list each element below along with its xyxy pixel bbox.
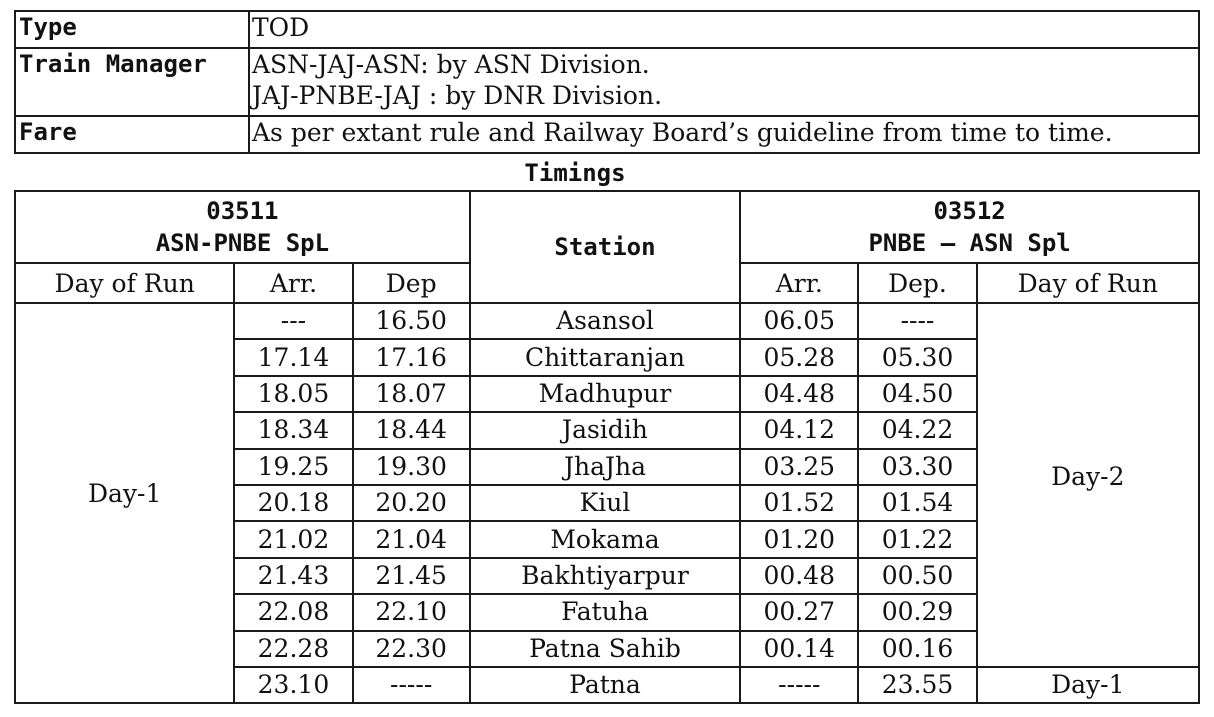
train-b-arr: 04.12 bbox=[740, 412, 858, 448]
station-name: Patna bbox=[470, 667, 740, 703]
train-b-dep: 00.16 bbox=[858, 631, 976, 667]
train-b-arr: 00.48 bbox=[740, 558, 858, 594]
train-b-arr: 01.20 bbox=[740, 521, 858, 557]
station-name: Chittaranjan bbox=[470, 339, 740, 375]
train-a-arr-header: Arr. bbox=[234, 263, 352, 303]
train-info-table bbox=[14, 10, 1200, 154]
train-b-day-of-run bbox=[977, 303, 1199, 667]
train-a-day-of-run bbox=[15, 303, 234, 703]
train-b-dep: ---- bbox=[858, 303, 976, 339]
train-b-number: 03512 bbox=[933, 197, 1006, 225]
train-b-day-label: Day-2 bbox=[1051, 461, 1125, 491]
station-header: Station bbox=[470, 191, 740, 303]
info-label-train-manager: Train Manager bbox=[15, 48, 249, 116]
info-row-train-manager bbox=[15, 48, 1199, 116]
train-a-dep: 21.45 bbox=[353, 558, 470, 594]
train-b-day-of-run-header: Day of Run bbox=[977, 263, 1199, 303]
train-a-day-label: Day-1 bbox=[87, 479, 162, 509]
station-name: Patna Sahib bbox=[470, 631, 740, 667]
station-name: Asansol bbox=[470, 303, 740, 339]
train-b-arr: 00.14 bbox=[740, 631, 858, 667]
info-value-train-manager bbox=[249, 48, 1199, 116]
train-b-name: PNBE – ASN Spl bbox=[868, 229, 1071, 257]
timings-header-row bbox=[15, 191, 1199, 263]
train-b-arr: ----- bbox=[740, 667, 858, 703]
train-a-arr: 23.10 bbox=[234, 667, 352, 703]
timings-title: Timings bbox=[524, 159, 626, 187]
table-row bbox=[15, 303, 1199, 339]
timings-table bbox=[14, 190, 1200, 704]
train-a-dep: 22.30 bbox=[353, 631, 470, 667]
station-name: Madhupur bbox=[470, 376, 740, 412]
train-a-number: 03511 bbox=[206, 197, 279, 225]
train-b-dep: 00.29 bbox=[858, 594, 976, 630]
info-label-type: Type bbox=[15, 11, 249, 48]
info-row-type bbox=[15, 11, 1199, 48]
info-value-train-manager-line-2: JAJ-PNBE-JAJ : by DNR Division. bbox=[252, 81, 663, 110]
info-row-fare bbox=[15, 116, 1199, 153]
train-b-arr: 00.27 bbox=[740, 594, 858, 630]
train-b-day-of-run-last: Day-1 bbox=[977, 667, 1199, 703]
train-a-dep: 22.10 bbox=[353, 594, 470, 630]
train-a-arr: 22.08 bbox=[234, 594, 352, 630]
train-b-dep: 01.54 bbox=[858, 485, 976, 521]
train-b-dep: 04.50 bbox=[858, 376, 976, 412]
train-a-dep: 17.16 bbox=[353, 339, 470, 375]
train-a-dep: 16.50 bbox=[353, 303, 470, 339]
train-a-arr: 19.25 bbox=[234, 449, 352, 485]
info-value-type-line: TOD bbox=[252, 13, 310, 42]
info-value-fare bbox=[249, 116, 1199, 153]
train-a-arr: --- bbox=[234, 303, 352, 339]
train-a-dep: 19.30 bbox=[353, 449, 470, 485]
train-a-name: ASN-PNBE SpL bbox=[155, 229, 330, 257]
train-a-arr: 22.28 bbox=[234, 631, 352, 667]
train-a-arr: 18.34 bbox=[234, 412, 352, 448]
train-a-dep: ----- bbox=[353, 667, 470, 703]
train-a-day-of-run-header: Day of Run bbox=[15, 263, 234, 303]
train-b-arr: 06.05 bbox=[740, 303, 858, 339]
station-name: Mokama bbox=[470, 521, 740, 557]
train-a-header bbox=[15, 191, 470, 263]
train-b-arr: 04.48 bbox=[740, 376, 858, 412]
info-value-type bbox=[249, 11, 1199, 48]
train-b-arr-header: Arr. bbox=[740, 263, 858, 303]
train-a-arr: 20.18 bbox=[234, 485, 352, 521]
train-b-dep: 04.22 bbox=[858, 412, 976, 448]
train-a-arr: 18.05 bbox=[234, 376, 352, 412]
station-name: Kiul bbox=[470, 485, 740, 521]
info-label-fare: Fare bbox=[15, 116, 249, 153]
station-name: Fatuha bbox=[470, 594, 740, 630]
train-a-arr: 21.02 bbox=[234, 521, 352, 557]
info-value-train-manager-line-1: ASN-JAJ-ASN: by ASN Division. bbox=[252, 50, 650, 79]
station-name: JhaJha bbox=[470, 449, 740, 485]
train-a-arr: 21.43 bbox=[234, 558, 352, 594]
train-a-dep: 21.04 bbox=[353, 521, 470, 557]
train-a-dep: 18.07 bbox=[353, 376, 470, 412]
train-a-dep: 20.20 bbox=[353, 485, 470, 521]
train-a-dep-header: Dep bbox=[353, 263, 470, 303]
train-b-dep: 00.50 bbox=[858, 558, 976, 594]
train-b-dep-header: Dep. bbox=[858, 263, 976, 303]
train-b-dep: 05.30 bbox=[858, 339, 976, 375]
train-b-arr: 03.25 bbox=[740, 449, 858, 485]
train-b-arr: 05.28 bbox=[740, 339, 858, 375]
station-name: Jasidih bbox=[470, 412, 740, 448]
train-a-arr: 17.14 bbox=[234, 339, 352, 375]
info-value-fare-line: As per extant rule and Railway Board’s guideline from time to time. bbox=[252, 118, 1113, 147]
train-b-header bbox=[740, 191, 1199, 263]
train-b-arr: 01.52 bbox=[740, 485, 858, 521]
train-b-dep: 23.55 bbox=[858, 667, 976, 703]
train-b-dep: 01.22 bbox=[858, 521, 976, 557]
train-a-dep: 18.44 bbox=[353, 412, 470, 448]
train-b-dep: 03.30 bbox=[858, 449, 976, 485]
station-name: Bakhtiyarpur bbox=[470, 558, 740, 594]
